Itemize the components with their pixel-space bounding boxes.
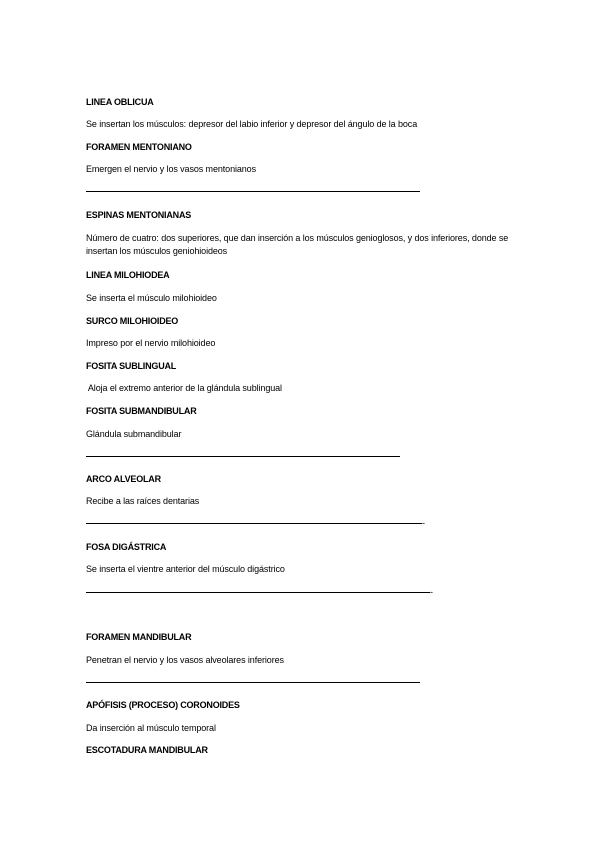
text-foramen-mentoniano: Emergen el nervio y los vasos mentonianos: [86, 164, 256, 174]
heading-foramen-mentoniano: FORAMEN MENTONIANO: [86, 142, 192, 152]
separator-line: [86, 523, 422, 524]
heading-apofisis-coronoides: APÓFISIS (PROCESO) CORONOIDES: [86, 700, 240, 710]
text-espinas-mentonianas: Número de cuatro: dos superiores, que dan inserción a los músculos genioglosos, y dos inferiores, donde se insertan los músculos geniohioideos: [86, 233, 509, 256]
separator-line: [86, 191, 420, 192]
text-fosita-submandibular: Glándula submandibular: [86, 429, 182, 439]
heading-fosa-digastrica: FOSA DIGÁSTRICA: [86, 542, 167, 552]
separator-hyphen: -: [430, 587, 433, 597]
heading-foramen-mandibular: FORAMEN MANDIBULAR: [86, 632, 192, 642]
separator-hyphen: -: [422, 518, 425, 528]
text-linea-milohiodea: Se inserta el músculo milohioideo: [86, 293, 217, 303]
heading-linea-milohiodea: LINEA MILOHIODEA: [86, 270, 170, 280]
heading-linea-oblicua: LINEA OBLICUA: [86, 97, 154, 107]
text-foramen-mandibular: Penetran el nervio y los vasos alveolares inferiores: [86, 655, 284, 665]
heading-escotadura-mandibular: ESCOTADURA MANDIBULAR: [86, 745, 208, 755]
text-fosa-digastrica: Se inserta el vientre anterior del músculo digástrico: [86, 564, 285, 574]
text-apofisis-coronoides: Da inserción al músculo temporal: [86, 723, 216, 733]
heading-fosita-submandibular: FOSITA SUBMANDIBULAR: [86, 406, 197, 416]
separator-line: [86, 682, 420, 683]
heading-surco-milohioideo: SURCO MILOHIOIDEO: [86, 316, 179, 326]
heading-arco-alveolar: ARCO ALVEOLAR: [86, 474, 161, 484]
heading-fosita-sublingual: FOSITA SUBLINGUAL: [86, 361, 177, 371]
text-fosita-sublingual: Aloja el extremo anterior de la glándula sublingual: [86, 383, 282, 393]
text-linea-oblicua: Se insertan los músculos: depresor del labio inferior y depresor del ángulo de la boca: [86, 119, 418, 129]
separator-line: [86, 592, 430, 593]
text-arco-alveolar: Recibe a las raíces dentarias: [86, 496, 200, 506]
text-surco-milohioideo: Impreso por el nervio milohioideo: [86, 338, 216, 348]
heading-espinas-mentonianas: ESPINAS MENTONIANAS: [86, 210, 192, 220]
separator-line: [86, 456, 400, 457]
